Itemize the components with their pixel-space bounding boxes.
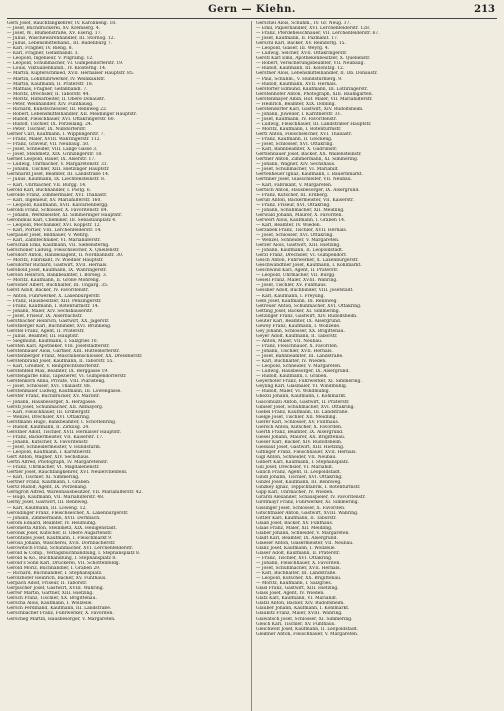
directory-entry: Geroldinger Franz, Fleischselcher, X. Laxenburgerstr. [7,510,129,516]
directory-entry: — Rudolf, Kaufmann, III. Kolonitzg. 12. [256,66,345,72]
directory-entry: — Paul, Schuhm., V. Hundsturmerg. 9. [256,76,343,82]
directory-entry: — Josef, Friseur, IX. Alserbachstr. [7,313,83,319]
directory-entry: — Franz, Tischler, XVI. Ottakring. [256,555,333,561]
directory-entry: Gerscha Alois, Kaufmann, I. Wollzeile. [7,601,93,607]
directory-entry: Gertenheuer Ignaz, Kaufmann, I. Bauernmarkt. [256,172,363,178]
directory-entry: Gerold & Ko., Buchhandlung, I. Stephansplatz 8. [7,555,117,561]
directory-entry: Gill Josef, Drechsler, VI. Mariahilf. [256,465,334,471]
page-number: 213 [474,4,495,15]
directory-entry: Gerst Adolf, Bäcker, IV. Favoritenstr. [7,288,89,294]
directory-entry: — Richard, Buchhändler, I. Stephansplatz. [7,571,103,577]
directory-entry: — Franz, Friseur, XVI. Ottakring. [256,202,331,208]
directory-entry: Gerom Eduard, Beamter, IV. Heumühlg. [7,520,97,526]
directory-entry: Glanz Josef, Kaufmann, I. Wollzeile. [256,545,336,551]
directory-entry: Gerstmann Hugo, Bankbeamter, I. Schottenring. [7,419,117,425]
directory-entry: Gerowitsch Franz, Schuhmacher, XVI. Lerchenfelderstr. [7,545,134,551]
directory-entry: — Franz, Bäckermeister, VII. Kaiserstr. 17. [7,434,104,440]
directory-entry: Gleichweit Josef, Kaufmann, II. Leopoldstadt. [256,626,358,632]
directory-entry: — Leopold, Kaufmann, I. Kärntnerstr. [7,449,92,455]
directory-entry: Gersch Ferdinand, Kaufmann, III. Landstraße. [7,606,112,612]
directory-entry: Gindl Johann, Tischler, XVI. Ottakring. [256,475,343,481]
directory-entry: Getzinger Franz, Gastwirt, XIV. Rudolfsheim. [256,313,358,319]
directory-entry: — Franz, Hausbesitzer, XIII. Penzingerstr. [7,298,102,304]
directory-entry: — Anton, Maler, VII. Neubau. [256,338,323,344]
directory-entry: Gerontides Josef, Kaufmann, I. Fleischmarkt 9. [7,535,113,541]
directory-entry: Geßl Josef, Kaufmann, III. Rennweg. [256,298,338,304]
directory-entry: — Anton, Fuhrwerker, X. Laxenburgerstr. [7,293,101,299]
directory-entry: Geuter Karl, Beamter, IX. Alsergrund. [256,318,342,324]
directory-entry: — Johann, Hausbesorger, X. Herzgasse. [7,399,97,405]
directory-entry: — Franz, Kaufmann, II. Glockeng. [256,137,333,143]
directory-entry: — Julius, Lebensmittelhänd., III. Rüdenburg 7. [7,41,113,47]
directory-entry: — Josef, Bahnbeamter, III. Landstraße. [256,354,344,360]
directory-entry: Gerolzhofer Heinrich, Bäcker, XV. Fünfhaus. [7,576,107,582]
directory-entry: — Leopold, Schuhmacher, VI. Gumpendorferstr. 19. [7,61,124,67]
directory-entry: Gissinger Josef, Schlosser, X. Favoriten. [256,505,346,511]
directory-entry: — Karl, Beamter, IV. Wieden. [256,222,322,228]
directory-entry: — Johann, Maler, XIV. Sechshauserstr. [7,308,93,314]
directory-entry: — Emil, Papierhändler, XVI. Lerchenfelderstr. 128. [256,26,371,32]
directory-entry: Gewey Franz, Kaufmann, I. Wollzeile. [256,323,341,329]
directory-entry: Gertlenbauer Josef, Bäcker, XX. Wallensteinstr. [256,152,362,158]
directory-entry: — Johann, Tischler, XVII. Hernals. [256,349,333,355]
directory-entry: Gerstenfeld Max, Beamter, IX. Berggasse 19. [7,369,109,375]
directory-entry: Ginzkey Ignaz, Teppichfabrik, I. Rotenturmstr. [256,485,361,491]
directory-entry: — Karl, Fleischhauer, III. Erdbergstr. [7,409,91,415]
directory-entry: Gerngroß Alfred, Warenhausbesitzer, VII. Mariahilferstr. 42. [7,490,143,496]
directory-entry: Gerny Josef, Gastwirt, III. Rennweg. [7,500,89,506]
directory-entry: Geyerhofer Franz, Fuhrwerker, XI. Simmering. [256,379,362,385]
directory-entry: — Peter, Tischler, IX. Nußdorferstr. [7,126,87,132]
directory-entry: — Ludwig, Selcher, XVII. Ottakringerstr. [256,51,348,57]
directory-entry: Gittler Karl, Kaufmann, II. Taborstr. [256,515,337,521]
directory-entry: Gerpauer Josef, Bildhauer, V. Wehrg. [7,232,90,238]
directory-entry: Gertner Franz, Kaufmann, I. Graben. [7,480,91,486]
directory-entry: Giffinger Franz, Fleischhauer, XVII. Hernals. [256,449,357,455]
directory-entry: — Josef, Schneider, VIII. Lange Gasse 3. [7,147,98,153]
directory-entry: Gert Anton, Wagner, XIV. Sechshaus. [7,455,90,461]
directory-entry: Gerzabek Franz, Tischler, XVII. Hernals. [256,227,348,233]
directory-entry: — Moritz, Drechsler, II. Taborstr. 44. [7,91,90,97]
directory-entry: Gern Josef, Rauchfangkehrer, IV. Karolineng. 18. [7,21,117,26]
directory-entry: — Josef, Kaufmann, II. Pazmanit. 17. [256,36,339,42]
directory-entry: — Josef, Schneidermeister, V. Hundsturm. [7,444,102,450]
directory-entry: Gesell Franz, Maler, XVIII. Währing. [256,278,338,284]
left-column [7,21,252,711]
directory-entry: Gertner Anton, Zimmermann, XI. Simmering. [256,157,359,163]
directory-entry: — Johann, Juwelier, I. Kärntnerstr. 31. [256,111,342,117]
directory-entry: Geruß Anton, Bäckermeister, VII. Kaiserstr. [256,197,354,203]
right-column [252,21,497,711]
directory-entry: Geroldi Franz, Schlosser, X. Favoritenstr. 84. [7,207,108,213]
directory-entry: Gersdorf Anton, Handelsagent, II. Nordbahnstr. 30. [7,253,124,259]
directory-entry: Geschwind Karl, Agent, II. Praterstr. [256,268,339,274]
directory-entry: — Josef, Steinmetz, XIX. Grinzingerstr. 18. [7,152,103,158]
directory-entry: Gerstel Franz, Agent, II. Praterstr. [7,328,85,334]
directory-entry: — Robert, Versicherungsbeamter, VII. Neubaug. [256,61,365,67]
directory-entry: Glawatsch Josef, Schlosser, XI. Simmering. [256,616,353,622]
directory-entry: Glasl Franz, Gastwirt, XIII. Hietzing. [256,586,339,592]
directory-entry: Gerolde Franz, Zimmermaler, XVI. Thaliastr. [7,192,108,198]
directory-entry: — Karl, Fabrikant, V. Margareten. [256,182,333,188]
directory-entry: — Karl, Uhrmacher, VII. Burgg. 14. [7,182,87,188]
directory-entry: Glaab Josef, Bäcker, XV. Fünfhaus. [256,520,334,526]
directory-entry: — Karl, Fragner, IV. Rieng. 8. [7,46,73,52]
directory-entry: Gerner Carl, Kaufmann, I. Wipplingerstr. 7. [7,132,105,138]
directory-entry: Gerstenmayer Albin, Hof. Maler, VII. Mariahilferstr. [256,96,373,102]
directory-entry: — Richard, Kunstschlosser, III. Rennweg 22. [7,106,108,112]
directory-entry: — Siegmund, Kaufmann, I. Salzgries 10. [7,338,98,344]
directory-entry: Getting Josef, Bäcker, XI. Simmering. [256,308,340,314]
directory-entry: — Josef, Buchdruckerei, XV. Kremserg. 4. [7,26,101,32]
directory-entry: — Josef, W., Blumenstraße, XV. Eserig. 17. [7,31,102,37]
directory-entry: Glaser Adolf, Kaufmann, II. Praterstr. [256,550,341,556]
directory-entry: — Leopold, Glaser, III. Weyrg. 4. [256,46,330,52]
directory-entry: — Julius, Beamter, III. Hauptstr. [7,333,80,339]
directory-entry: — Franz, Graveur, VII. Neubaug. 50. [7,142,90,148]
directory-entry: Gerold Moriz, Buchhändler, I. Graben 29. [7,566,101,572]
directory-entry: — Moritz, Kaufmann, I. Rotenturmstr. [256,126,342,132]
directory-entry: — Julius, Kaufmann, IX. Liechtensteinstr. 8. [7,177,106,183]
directory-entry: — Josef, Tischler, XV. Fünfhaus. [256,283,327,289]
directory-entry: — Heinrich, Beamter, XIX. Döbling. [256,101,336,107]
directory-entry: Glatz Karl, Kaufmann, VI. Mariahilf. [256,596,338,602]
directory-entry: Gersoner Albert, Buchhalter, III. Ungarg. 35. [7,283,109,289]
directory-entry: — Karl, Buchhalter, IV. Wieden. [256,359,327,365]
directory-entry: Glaber Johann, Schneider, V. Margareten. [256,530,350,536]
directory-entry: — Karl, Bahnbeamter, X. Gudrunstr. [256,147,338,153]
directory-entry: — Moritz, Kaufmann, I. Salzgries. [256,581,333,587]
directory-entry: Gerwert Alois, Kaufmann, I. Graben 14. [256,217,346,223]
directory-entry: — Franz, Uhrmacher, VI. Magdalenenstr. [7,465,100,471]
directory-entry: Gey Johann, Schlosser, XX. Brigittenau. [256,328,345,334]
directory-entry: — Johann, Tischler, XIII. Hietzinger Hauptstr. [7,167,110,173]
directory-entry: Gerstenbauer Alois, Gärtner, XIII. Hütteldorferstr. [7,349,120,355]
directory-entry: Gesch Anton, Fuhrwerker, X. Laxenburgerstr. [256,258,359,264]
directory-entry: Gerstberger Karl, Buchbinder, XVI. Brunneng. [7,323,112,329]
directory-entry: — Karl, Greißler, V. Reinprechtsdorferstr. [7,364,100,370]
directory-entry: Gerschöner Ludwig, Fleischselcher, X. Quellenstr. [7,248,120,254]
directory-entry: Glaas Franz, Maler, XII. Meidling. [256,525,333,531]
directory-entry: Glaeser Anton, Glasermeister, VII. Neubau. [256,540,354,546]
directory-entry: Glass Josef, Agent, IV. Wieden. [256,591,325,597]
directory-entry: — Josef, Schlosser, XVI. Thaliastr. 88. [7,384,92,390]
directory-entry: Gerstendörfer Karl, Gastwirt, XIV. Rudolfsheim. [256,106,364,112]
directory-entry: Gerschl Karl, Bäcker, XV. Reindorfg. 15. [256,41,346,47]
directory-entry: Geronimus Karl, Chemiker, III. Sebastianplatz 4. [7,217,117,223]
directory-entry: Gerster Franz, Buchdrucker, XV. Märzstr. [7,394,101,400]
directory-entry: Giacomuzzi Anton, Gastwirt, II. Praterstr. [256,399,350,405]
directory-entry: Gerold's Sohn Karl, Druckerei, VII. Schottenfeldg. [7,561,121,567]
directory-entry: — Johann, Wagner, XIV. Sechshaus. [256,162,336,168]
directory-entry: Gerstenmaier Ludwig, Kaufmann, III. Löwengasse. [7,389,122,395]
directory-entry: — Franz, Kutscher, III. Erdberg. [256,192,329,198]
directory-entry: — Wenzel, Drechsler, XVI. Ottakring. [7,414,91,420]
directory-entry: Gertler Josef, Rauchfangkehrer, XVI. Neulerchenfeld. [7,470,128,476]
directory-entry: — Martin, Kaufmann, II. Praterstr. 18. [7,81,94,87]
directory-entry: Gerschan Emil, Kaufmann, VII. Siebensterng. [7,243,110,249]
directory-entry: Ghezzi Johann, Kaufmann, I. Kohlmarkt. [256,394,347,400]
directory-entry: — Moritz, Kaufmann, II. Große Mohreng. [7,278,100,284]
directory-entry: Gladt Karl, Beamter, IX. Alsergrund. [256,535,338,541]
directory-entry: — Josef, Schuhmacher, VI. Mariahilf. [256,167,339,173]
directory-entry: Gerstorfer Edmund, Kaufmann, III. Lothringerstr. [256,86,368,92]
directory-entry: — Karl, Kaufmann, III. Löweng. 12. [7,505,87,511]
directory-entry: — Leopold, Ingenieur, V. Pilgramg. 12. [7,56,94,62]
directory-entry: Gitschthaler Anton, Gastwirt, XVIII. Währing. [256,510,359,516]
columns [7,21,497,711]
directory-entry: — Karl, Kaufmann, I. Freyung. [256,293,325,299]
directory-entry: — Josef, Kaufmann, IV. Favoritenstr. [256,116,337,122]
directory-entry: — Karl, Tischler, XI. Simmering. [7,475,80,481]
directory-entry: Gerold & Comp., Verlagsbuchhandlung, I. Stephansplatz 8. [7,550,141,556]
directory-entry: — Johann, Fleischhauer, X. Favoriten. [256,561,341,567]
directory-entry: Giesel Johann, Maurer, XX. Brigittenau. [256,434,346,440]
directory-entry: — Josef, Schuhmacher, XVII. Hernals. [256,566,341,572]
directory-entry: Glaubitz Franz, Maler, XVIII. Währing. [256,611,343,617]
directory-entry: Gerstl Karl Emil, Apothekenbesitzer, X. Quellenstr. [256,56,371,62]
directory-entry: — Wenzel, Schneider, V. Margareten. [256,238,340,244]
directory-entry: Gerstbacher Heinrich, Gastwirt, XX. Jägerstr. [7,318,110,324]
directory-entry: — Martin, Lohnfuhrwerker, IV. Weinkaufstr. [7,76,106,82]
directory-entry: Gertsch Anton, Hausbesorger, IX. Alsergrund. [256,187,360,193]
directory-entry: Gieser Karl, Bäcker, XIV. Rudolfsheim. [256,439,343,445]
directory-entry: — Leopold, Uhrmacher, VII. Burgg. [256,273,336,279]
directory-entry: Gleißner Anton, Fleischhauer, V. Margareten. [256,631,359,637]
directory-entry: — Karl, Portier, VIII. Lerchenfelderstr. 14. [7,227,102,233]
directory-entry: — Louis, Viktualienhandl., IV. Klosterng. 14. [7,66,107,72]
directory-entry: — Ludwig, Hausbesorger, IX. Alsergrund. [256,369,350,375]
directory-entry: Gerwald Johann, Maurer, X. Favoriten. [256,212,343,218]
directory-entry: — Rudolf, Maler, VI. Windmühlg. [256,389,330,395]
directory-entry: — Franz, Maler, XVIII. Währingerstr. 112. [7,137,101,143]
directory-entry: Girardi Alexander, Schauspieler, IV. Favoritenstr. [256,495,366,501]
directory-entry: Gerth Alfred, Photograph, IV. Margaretenstr. [7,460,109,466]
directory-entry: Gershold Josef, Kaufmann, IX. Währingerstr. [7,268,107,274]
directory-entry: Glauber Johann, Kaufmann, I. Kohlmarkt. [256,606,350,612]
directory-entry: — Josef, Schlosser, XVI. Ottakring. [256,232,334,238]
directory-entry: — Ludwig, Uhrmacher, V. Margaretenstr. 31. [7,162,109,168]
directory-entry: Gerstenberger Franz, Maschinenschlosser, XX. Dresdnerstr. [7,354,143,360]
directory-entry: Gertz Rudolf, Agent, IX. Porzellang. [7,485,88,491]
directory-entry: — Peter, Weinhändler, XIV. Fünfhausg. [7,101,94,107]
directory-entry: — Ludwig, Fleischhauer, III. Landstraßer Hauptstr. [256,121,372,127]
directory-entry: — Karl, Ingenieur, XV. Mariahilferstr. 160. [7,197,102,203]
directory-entry: Gillich Franz, Agent, II. Leopoldstadt. [256,470,342,476]
directory-entry: — Franz, Kaufmann, I. Rotenturmstr. 14. [7,303,99,309]
directory-entry: Gierth Franz, Beamter, IX. Alsergrund. [256,429,344,435]
directory-entry: Gerstenkorn Anna, Private, VIII. Piaristeng. [7,379,106,385]
directory-entry: Gerold Karl, Buchhändler, I. Postg. 6. [7,187,92,193]
directory-entry: — Julius, Wäschewarenhändler, III. Stornog. 12. [7,36,116,42]
directory-entry: — Martin, Kupferschmied, XVII. Hernalser Hauptstr. 85. [7,71,135,77]
directory-entry: Gerosa Johann, Wäscherei, XVII. Dornbacherstr. [7,540,116,546]
directory-entry: — Karl, Buchhalter, III. Landstraße. [256,571,337,577]
directory-entry: — Leopold, Mechaniker, XVI. Koppstr. 12. [7,222,101,228]
directory-entry: Gerstl Josef, Schuhmacher, XII. Aßmayerg. [7,404,104,410]
directory-entry: Gernhardt Josef, Beamter, III. Landstraße 14. [7,172,110,178]
directory-entry: Gerson Heinrich, Bankbeamter, I. Börseg. 3. [7,273,108,279]
directory-entry: Gierer Karl, Schlosser, XV. Fünfhaus. [256,419,340,425]
directory-entry: — Johann, Kaufmann, II. Leopoldstadt. [256,248,344,254]
directory-entry: Gerschel Alois, Schuhm., IV. Gr. Neug. 17. [256,21,351,26]
directory-entry: Gerzer Alois, Gastwirt, XIII. Hietzing. [256,243,341,249]
directory-entry: — Franz, Pferdefleischhauer, VII. Lerchenfelderstr. 67. [256,31,380,37]
directory-entry: Gipp Karl, Uhrmacher, IV. Wieden. [256,490,334,496]
directory-entry: — Leopold, Kaufmann, XVII. Kalvarienbergg. [7,202,109,208]
directory-entry: Gerstner Adolf, Tischler, XVII. Hernalser Hauptstr. [7,429,122,435]
directory-entry: — Johann, Zimmermann, XVII. Dornbach. [7,515,101,521]
directory-entry: Gleich Karl, Tischler, XV. Fünfhaus. [256,621,336,627]
directory-entry: Gerpach Adolf, Friseur, II. Taborstr. [7,581,88,587]
directory-entry: Gerrer Martin, Gärtner, XIII. Hietzing. [7,591,94,597]
directory-entry: Gerzl Franz, Drechsler, VI. Gumpendorf. [256,253,347,259]
directory-entry: — Rudolf, Kaufmann, II. Zirkusg. 24. [7,424,90,430]
directory-entry: Gerthner Josef, Glasschleifer, VII. Neubau. [256,177,352,183]
directory-entry: — Johann, Werkmeister, XI. Simmeringer Hauptstr. [7,212,123,218]
directory-entry: Gerschbacher Franz, Fuhrwerker, X. Favoriten. [7,611,114,617]
directory-entry: Gertl Anton, Fleischselcher, XVI. Thaliastr. [256,132,353,138]
directory-entry: Gerstenbrand Josef, Kaufmann, II. Taborstr. 55. [7,359,114,365]
directory-entry: Gerstner Alois, Lebensmittelhändler, II. Ob. Donaustr. [256,71,378,77]
directory-entry: Giersch Anton, Kutscher, X. Favoriten. [256,424,343,430]
directory-entry: Geronik Josef, Kutscher, II. Obere Augartenstr. [7,530,113,536]
directory-entry: Gersdorfer Richard, Gastwirt, XVII. Hernals. [7,263,108,269]
directory-entry: — Mathias, Fragner, Gefäßhandl. 7. [7,86,88,92]
directory-entry: Gigl Anton, Schneider, VII. Neubau. [256,455,337,461]
directory-entry: Geyer Adolf, Kaufmann, II. Taborstr. [256,333,338,339]
directory-entry: Gerstenhofer Anton, Photograph, XIII. Baumgarten. [256,91,373,97]
directory-entry: Gessner Adolf, Buchbinder, VIII. Josefstadt. [256,288,354,294]
directory-entry: — Leopold, Kutscher, XX. Brigittenau. [256,576,342,582]
directory-entry: Ginzel Josef, Kaufmann, III. Rennweg. [256,480,342,486]
page-header [7,4,497,19]
directory-entry: Gerscheg Martin, Hausbesorger, V. Margareten. [7,616,116,622]
running-head: Gern — Kiehn. [208,4,296,15]
directory-entry: — Moritz, Hilfsarbeiter, II. Obere Donaustr. [7,96,105,102]
directory-entry: Geschwandtner Josef, Kaufmann, I. Kohlmarkt. [256,263,362,269]
directory-entry: — Johann, Schuhmacher, XII. Meidling. [256,207,345,213]
directory-entry: Girstmayr Franz, Fuhrwerker, XI. Simmering. [256,500,360,506]
directory-entry: Gerometta Anton, Steinmetz, XIX. Heiligenstadt. [7,525,117,531]
directory-entry: Gersten Karl, Apotheker, VIII. Josefstädterstr. [7,344,110,349]
directory-entry: — Rudolf, Kaufmann, XVII. Hernals. [256,81,338,87]
directory-entry: — Robert, Lebensmittelhändler, XII. Meidlinger Hauptstr. [7,111,137,117]
directory-entry: Gerstengarbe Emil, Tapezierer, VI. Gumpendorferstr. [7,374,127,380]
directory-entry: Glatzl Anton, Bäcker, XIV. Rudolfsheim. [256,601,345,607]
directory-entry: Gilbert Karl, Kaufmann, I. Stephansplatz. [256,460,350,466]
directory-entry: — Rudolf, Fleischhauer, XVI. Ottakringerstr. 60. [7,116,115,122]
directory-entry: Giebel Franz, Kaufmann, III. Landstraße. [256,409,349,415]
directory-entry: Gibiser Josef, Schuhmacher, XVI. Ottakring. [256,404,355,410]
directory-entry: Gielge Josef, Tischler, XII. Meidling. [256,414,337,420]
directory-entry: — Moritz, Fabrikant, IV. Wiedner Hauptstr. [7,258,104,264]
directory-entry: Gersch Franz, Tischler, XX. Brigittenau. [7,596,97,602]
directory-entry: — Rudolf, Kaufmann, I. Graben. [256,374,328,380]
directory-entry: — Rudolf, Tischler, IX. Porzellang. 24. [7,121,93,127]
directory-entry: — Karl, Fragner, Gefäßhandl. 3. [7,51,79,57]
directory-entry: — Franz, Fleischhauer, X. Favoriten. [256,344,339,349]
directory-entry: Getreuer Anton, Schuhmacher, XVI. Ottakring. [256,303,362,309]
directory-entry: Giessauf Josef, Gastwirt, XIII. Hietzing. [256,444,345,450]
directory-entry: — Hugo, Kaufmann, VII. Mariahilferstr. 48. [7,495,105,501]
directory-entry: Geyling Karl, Glasmaler, VI. Windmühlg. [256,384,348,390]
directory-entry: Gernet Leopold, Bauer, IX. Alserstr. 17. [7,157,96,163]
directory-entry: — Leopold, Schneider, V. Margareten. [256,364,342,370]
directory-entry: — Johann, Kutscher, X. Favoritenstr. [7,439,89,445]
directory-entry: — Josef, Schlosser, XVI. Ottakring. [256,142,334,148]
directory-entry: Gerpischer Josef, Gastwirt, XVIII. Währing. [7,586,104,592]
directory-entry: — Karl, Zahntechniker, VI. Mariahilferstr. [7,238,101,244]
